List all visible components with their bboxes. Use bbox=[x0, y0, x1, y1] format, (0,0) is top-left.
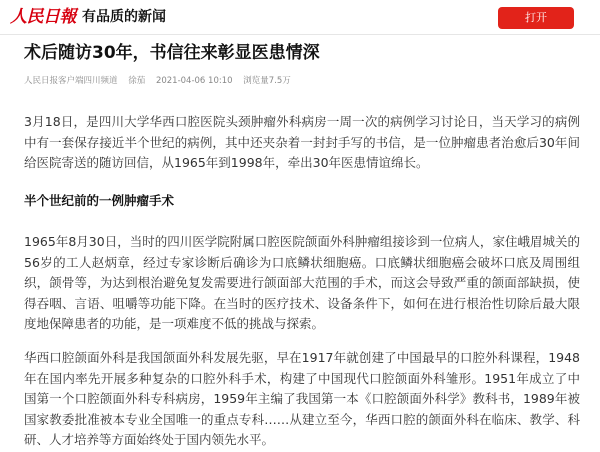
article-author: 徐茄 bbox=[128, 76, 146, 86]
top-app-bar bbox=[0, 0, 600, 35]
article-datetime: 2021-04-06 10:10 bbox=[155, 76, 233, 86]
article-views: 浏览量7.5万 bbox=[243, 76, 291, 86]
brand-slogan: 有品质的新闻 bbox=[82, 9, 166, 25]
article-subheading: 半个世纪前的一例肿瘤手术 bbox=[24, 193, 175, 208]
article-paragraph: 3月18日，是四川大学华西口腔医院头颈肿瘤外科病房一周一次的病例学习讨论日，当天学习的病例中有一套保存接近半个世纪的病例，其中还夹杂着一封封手写的书信，是一位肿瘤患者治愈后30年间给医院寄送的随访回信，从1965年到1998年，牵出30年医患情谊绵长。 bbox=[24, 114, 580, 170]
open-app-button[interactable]: 打开 bbox=[498, 7, 574, 29]
article-source[interactable]: 人民日报客户端四川频道 bbox=[24, 76, 118, 86]
article-meta bbox=[24, 75, 299, 87]
article-title: 术后随访30年，书信往来彰显医患情深 bbox=[24, 43, 320, 63]
brand-logo[interactable]: 人民日報 bbox=[10, 7, 76, 27]
article-paragraph: 华西口腔颌面外科是我国颌面外科发展先驱，早在1917年就创建了中国最早的口腔外科课程，1948年在国内率先开展多种复杂的口腔外科手术，构建了中国现代口腔颌面外科雏形。1951年成立了中国第一个口腔颌面外科专科病房，1959年主编了我国第一本《口腔颌面外科学》教科书，1989年被国家教委批准被本专业全国唯一的重点专科……从建立至今，华西口腔的颌面外科在临床、教学、科研、人才培养等方面始终处于国内领先水平。 bbox=[24, 350, 580, 447]
article-paragraph: 1965年8月30日，当时的四川医学院附属口腔医院颌面外科肿瘤组接诊到一位病人，家住峨眉城关的56岁的工人赵炳章，经过专家诊断后确诊为口底鳞状细胞癌。口底鳞状细胞癌会破坏口底及周围组织，颌骨等，为达到根治避免复发需要进行颌面部大范围的手术，而这会导致严重的颌面部缺损，使得吞咽、言语、咀嚼等功能下降。在当时的医疗技术、设备条件下，如何在进行根治性切除后最大限度地保障患者的功能，是一项难度不低的挑战与探索。 bbox=[24, 234, 580, 331]
